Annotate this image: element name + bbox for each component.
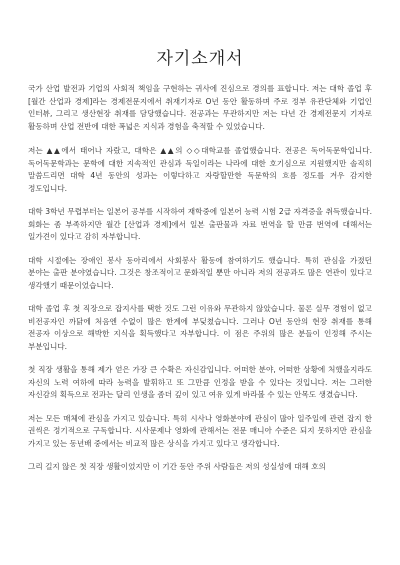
paragraph-sincerity: 그리 길지 않은 첫 직장 생활이었지만 이 기간 동안 주위 사람들은 저의 성실성에 대해 호의 — [28, 462, 326, 471]
paragraph-media-interest: 저는 모든 매체에 관심을 가지고 있습니다. 특히 시사나 영화분야에 관심이 많아 일주일에 관련 잡지 한 권씩은 정기적으로 구독합니다. 시사문제나 영화에 관해서는 전문 매니아 수준은 되지 못하지만 관심을 가지고 있는 동년배 중에서는 비교적 많은 상식을 가지고 있다고 생각합니다. — [28, 413, 372, 448]
document-body — [28, 83, 372, 474]
paragraph-japanese: 대학 3학년 무렵부터는 일본어 공부를 시작하여 재학중에 일본어 능력 시험 2급 자격증을 취득했습니다. 회화는 좀 부족하지만 월간 [산업과 경제]에서 일본 출판물과 자료 번역을 할 만큼 번역에 대해서는 일가견이 있다고 감히 자부합니다. — [28, 207, 372, 241]
paragraph-education: 저는 ▲▲에서 태어나 자랐고, 대학은 ▲▲의 ◇◇대학교를 졸업했습니다. 전공은 독어독문학입니다. 독어독문학과는 문학에 대한 지속적인 관심과 독일이라는 나라에 대한 호기심으로 지원했지만 솔직히 말씀드리면 대학 4년 동안의 성과는 이렇다하고 자랑할만한 독문학의 흐름 정도를 겨우 감지한 정도입니다. — [28, 146, 372, 193]
paragraph-confidence: 첫 직장 생활을 통해 제가 얻은 가장 큰 수확은 자신감입니다. 어떠한 분야, 어떠한 상황에 처했을지라도 자신의 노력 여하에 따라 능력을 발휘하고 또 그만큼 인정을 받을 수 있다는 것입니다. 저는 그러한 자신감의 획득으로 전과는 달리 인생을 좀더 깊이 있고 여유 있게 바라볼 수 있는 안목도 생겼습니다. — [28, 365, 372, 399]
paragraph-first-job: 대학 졸업 후 첫 직장으로 잡지사를 택한 것도 그런 이유와 무관하지 않았습니다. 물론 실무 경험이 없고 비전공자인 까닭에 처음엔 수없이 많은 한계에 부딪쳤습니다. 그러나 O년 동안의 현장 취재를 통해 전공자 이상으로 해박한 지식을 획득했다고 자부합니다. 이 점은 주위의 많은 분들이 인정해 주시는 부분입니다. — [28, 304, 372, 351]
paragraph-intro: 국가 산업 발전과 기업의 사회적 책임을 구현하는 귀사에 진심으로 경의를 표합니다. 저는 대학 졸업 후 [월간 산업과 경제]라는 경제전문지에서 취재기자로 O년 동안 활동하며 주로 정부 유관단체와 기업인 인터뷰, 그리고 생산현장 취재를 담당했습니다. 전공과는 무관하지만 저는 다년 간 경제전문지 기자로 활동하며 산업 전반에 대한 폭넓은 지식과 경험을 축적할 수 있었습니다. — [28, 84, 372, 131]
paragraph-volunteer: 대학 시절에는 장애인 봉사 동아리에서 사회봉사 활동에 참여하기도 했습니다. 특히 관심을 가졌던 분야는 출판 분야였습니다. 그것은 창조적이고 문화적일 뿐만 아니라 저의 전공과도 많은 연관이 있다고 생각했기 때문이었습니다. — [28, 255, 372, 290]
document-title: 자기소개서 — [156, 49, 244, 69]
